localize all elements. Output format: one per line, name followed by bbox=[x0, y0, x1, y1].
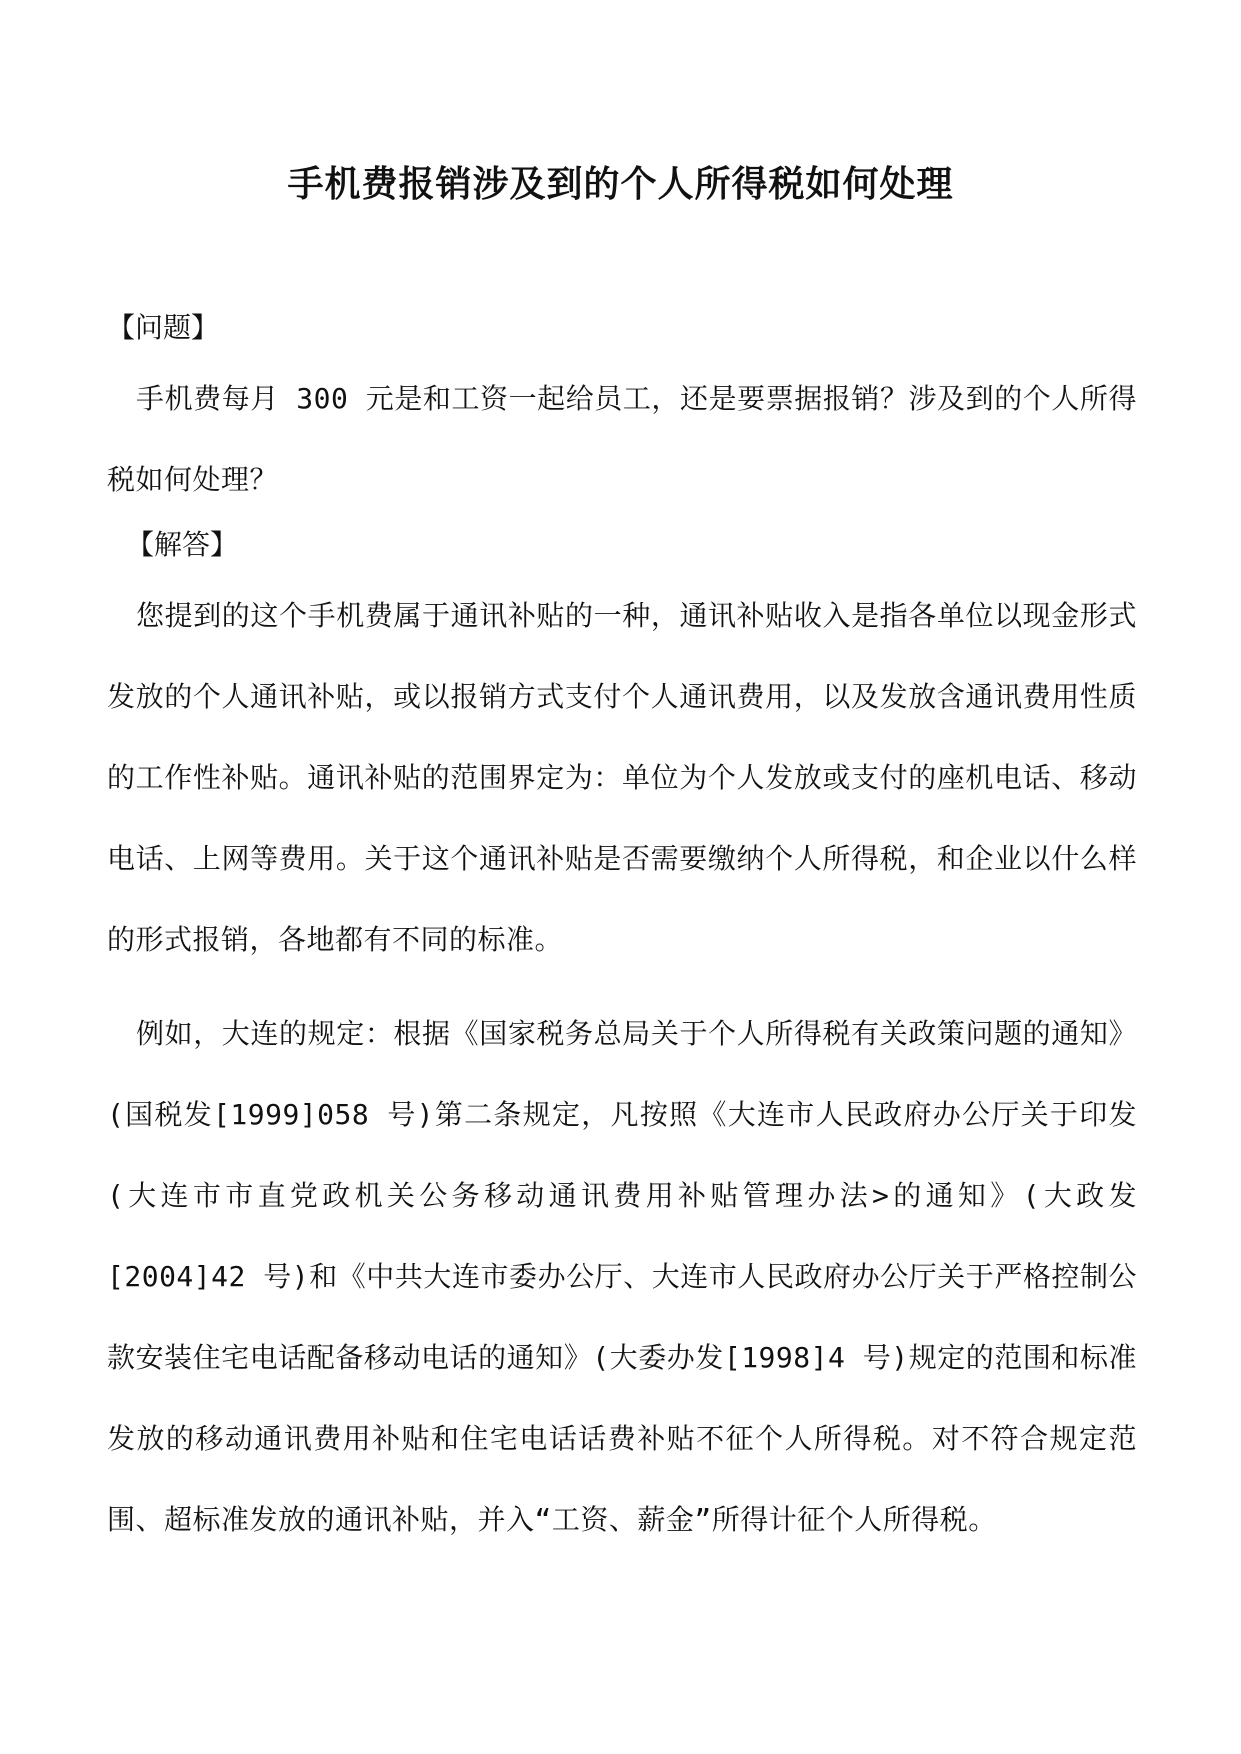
question-label: 【问题】 bbox=[107, 311, 220, 344]
question-text: 手机费每月 300 元是和工资一起给员工，还是要票据报销？涉及到的个人所得税如何处理？ bbox=[107, 382, 1137, 496]
answer-paragraph-2: 例如，大连的规定：根据《国家税务总局关于个人所得税有关政策问题的通知》(国税发[1999]058 号)第二条规定，凡按照《大连市人民政府办公厅关于印发(大连市市直党政机关公务移动通讯费用补贴管理办法>的通知》(大政发[2004]42 号)和《中共大连市委办公厅、大连市人民政府办公厅关于严格控制公款安装住宅电话配备移动电话的通知》(大委办发[1998]4 号)规定的范围和标准发放的移动通讯费用补贴和住宅电话话费补贴不征个人所得税。对不符合规定范围、超标准发放的通讯补贴，并入“工资、薪金”所得计征个人所得税。 bbox=[107, 1017, 1137, 1536]
answer-label: 【解答】 bbox=[126, 528, 239, 561]
answer-paragraph-1: 您提到的这个手机费属于通讯补贴的一种，通讯补贴收入是指各单位以现金形式发放的个人通讯补贴，或以报销方式支付个人通讯费用，以及发放含通讯费用性质的工作性补贴。通讯补贴的范围界定为：单位为个人发放或支付的座机电话、移动电话、上网等费用。关于这个通讯补贴是否需要缴纳个人所得税，和企业以什么样的形式报销，各地都有不同的标准。 bbox=[107, 599, 1137, 956]
document-title: 手机费报销涉及到的个人所得税如何处理 bbox=[287, 163, 954, 205]
